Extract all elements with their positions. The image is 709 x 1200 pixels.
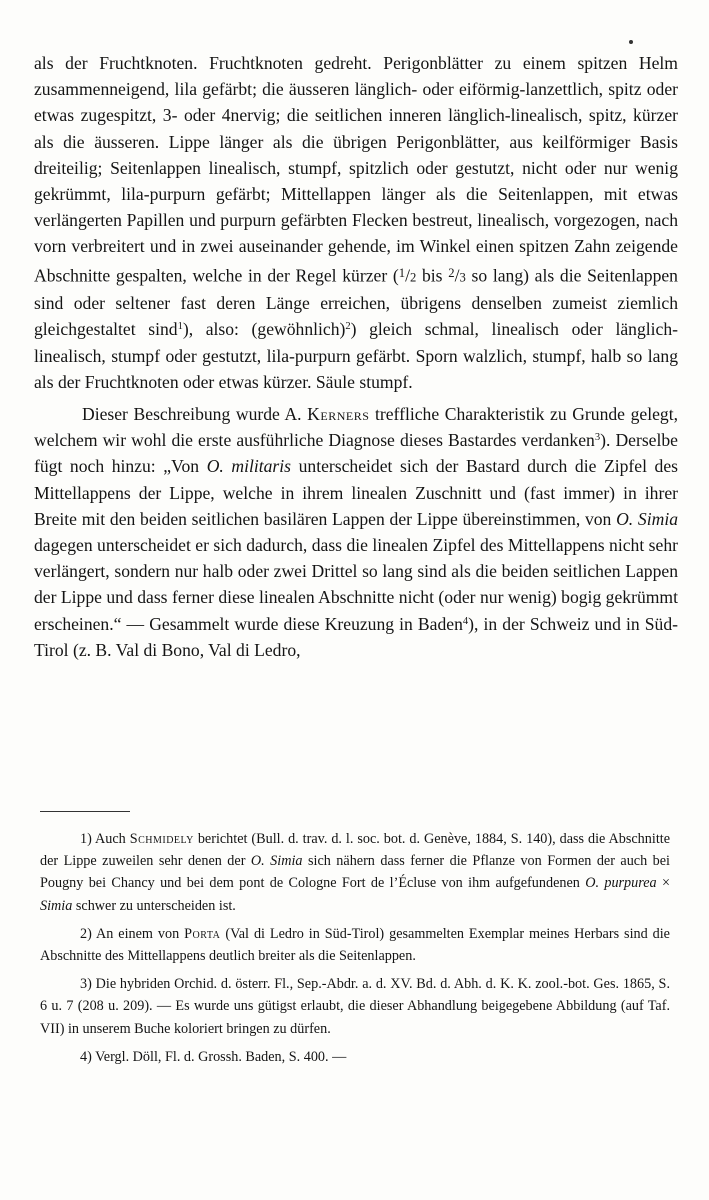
fraction-denominator: 2 xyxy=(409,270,417,285)
fraction-denominator: 3 xyxy=(459,270,466,285)
species-name: O. militaris xyxy=(206,456,292,477)
text-run: Vergl. Döll, Fl. d. Grossh. Baden, S. 400. — xyxy=(91,1048,347,1065)
text-run: Dieser Beschreibung wurde A. xyxy=(82,404,308,425)
text-run: Die hybriden Orchid. d. österr. Fl., Sep.-Abdr. a. d. XV. Bd. d. Abh. d. K. K. zool.-bot. Ges. 1865, S. 6 u. 7 (208 u. 209). — Es wurde uns gütigst erlaubt, die dieser Abhandlung beigegebene Abbildung (auf Taf. VII) in unserem Buche koloriert bringen zu dürfen. xyxy=(40,976,670,1037)
printed-dot xyxy=(629,40,633,44)
text-run: treffliche Charakteristik zu Grunde gelegt, welchem wir wohl die erste ausführliche Diagnose dieses Bastardes verdanken xyxy=(34,404,678,451)
species-name: O. Simia xyxy=(616,508,679,529)
footnote-ref[interactable]: 3 xyxy=(594,432,601,444)
text-run: Auch xyxy=(91,831,130,847)
footnote-rule xyxy=(40,811,130,812)
species-name: O. purpurea xyxy=(585,875,657,892)
fraction-numerator: 1 xyxy=(398,265,406,280)
species-name: Simia xyxy=(40,897,73,914)
text-run: dagegen unterscheidet er sich dadurch, dass die linealen Zipfel des Mittellappens nicht sehr verlängert, sondern nur halb oder zwei Drittel so lang sind als die beiden seitlichen Lappen der Lippe und dass ferner diese linealen Abschnitte nicht (oder nur wenig) bogig gekrümmt erscheinen.“ — Gesammelt wurde diese Kreuzung in Baden xyxy=(34,535,678,634)
text-run: ). Derselbe fügt noch hinzu: „Von xyxy=(34,430,678,477)
hybrid-cross-sign: × xyxy=(656,875,670,892)
text-run: ), also: (gewöhnlich) xyxy=(182,319,346,340)
footnote-mark: 3) xyxy=(80,976,92,993)
paragraph-description: als der Fruchtknoten. Fruchtknoten gedreht. Perigonblätter zu einem spitzen Helm zusammenneigend, lila gefärbt; die äusseren länglich- oder eiförmig-lanzettlich, spitz oder etwas zugespitzt, 3- oder 4nervig; die seitlichen inneren länglich-linealisch, spitz, kürzer als die äusseren. Lippe länger als die übrigen Perigonblätter, aus keilförmiger Basis dreiteilig; Seitenlappen linealisch, stumpf, spitzlich oder gestutzt, nicht oder nur wenig gekrümmt, lila-purpurn gefärbt; Mittellappen länger als die Seitenlappen, mit etwas verlängerten Papillen und purpurn gefärbten Flecken bestreut, linealisch, vorgezogen, nach vorn verbreitert und in zwei auseinander gehende, im Winkel einen spitzen Zahn zeigende Abschnitte gespalten, welche in der Regel kürzer ($^1$/2 bis $^2$/3 so lang) als die Seitenlappen sind oder seltener fast deren Länge erreichen, übrigens denselben zumeist ziemlich gleichgestaltet sind$^1$), also: (gewöhnlich)$^2$) gleich schmal, linealisch oder länglich-linealisch, stumpf oder gestutzt, lila-purpurn gefärbt. Sporn walzlich, stumpf, halb so lang als der Fruchtknoten oder etwas kürzer. Säule stumpf. xyxy=(34,53,678,392)
text-run: ) gleich schmal, linealisch oder länglich-linealisch, stumpf oder gestutzt, lila-purpurn gefärbt. Sporn walzlich, stumpf, halb so lang als der Fruchtknoten oder etwas kürzer. Säule stumpf. xyxy=(34,319,678,392)
footnote-4 xyxy=(40,1046,670,1068)
text-run: ), in der Schweiz und in Süd-Tirol (z. B. Val di Bono, Val di Ledro, xyxy=(34,613,678,660)
text-run: An einem von xyxy=(91,925,185,942)
footnotes xyxy=(40,828,670,1074)
footnote-1 xyxy=(40,828,670,917)
footnote-mark: 2) xyxy=(80,925,92,942)
footnote-3 xyxy=(40,973,670,1040)
author-name: Kerners xyxy=(307,404,370,425)
main-text xyxy=(34,50,678,663)
author-name: Schmidely xyxy=(129,831,194,847)
text-run: sich nähern dass ferner die Pflanze von Formen der auch bei Pougny bei Chancy und bei dem pont de Cologne Fort de l’Écluse von ihm aufgefundenen xyxy=(40,853,671,892)
text-run: berichtet (Bull. d. trav. d. l. soc. bot. d. Genève, 1884, S. 140), dass die Abschnitte der Lippe zuweilen sehr denen der xyxy=(40,831,670,870)
species-name: O. Simia xyxy=(250,853,303,870)
text-run: so lang) als die Seitenlappen sind oder seltener fast deren Länge erreichen, übrigens denselben zumeist ziemlich gleichgestaltet sind xyxy=(34,265,678,340)
fraction-numerator: 2 xyxy=(448,265,455,280)
footnote-mark: 4) xyxy=(80,1048,92,1065)
text-run: unterscheidet sich der Bastard durch die Zipfel des Mittellappens der Lippe, welche in ihrem linealen Zuschnitt und (fast immer) in ihrer Breite mit den beiden seitlichen basilären Lappen der Lippe übereinstimmen, von xyxy=(34,456,678,529)
text-run: schwer zu unterscheiden ist. xyxy=(72,897,236,914)
footnote-ref[interactable]: 4 xyxy=(462,615,469,627)
footnote-ref[interactable]: 1 xyxy=(177,321,183,333)
text-run: (Val di Ledro in Süd-Tirol) gesammelten Exemplar meines Herbars sind die Abschnitte des Mittellappens deutlich breiter als die Seitenlappen. xyxy=(40,925,670,965)
footnote-mark: 1) xyxy=(80,831,92,847)
footnote-2 xyxy=(40,923,670,967)
footnote-ref[interactable]: 2 xyxy=(345,321,351,333)
author-name: Porta xyxy=(184,925,221,942)
paragraph-kerner xyxy=(34,401,678,663)
text-run: als der Fruchtknoten. Fruchtknoten gedreht. Perigonblätter zu einem spitzen Helm zusammenneigend, lila gefärbt; die äusseren länglich- oder eiförmig-lanzettlich, spitz oder etwas zugespitzt, 3- oder 4nervig; die seitlichen inneren länglich-linealisch, spitz, kürzer als die äusseren. Lippe länger als die übrigen Perigonblätter, aus keilförmiger Basis dreiteilig; Seitenlappen linealisch, stumpf, spitzlich oder gestutzt, nicht oder nur wenig gekrümmt, lila-purpurn gefärbt; Mittellappen länger als die Seitenlappen, mit etwas verlängerten Papillen und purpurn gefärbten Flecken bestreut, linealisch, vorgezogen, nach vorn verbreitert und in zwei auseinander gehende, im Winkel einen spitzen Zahn zeigende Abschnitte gespalten, welche in der Regel kürzer ( xyxy=(34,53,678,286)
text-run: bis xyxy=(416,265,449,286)
